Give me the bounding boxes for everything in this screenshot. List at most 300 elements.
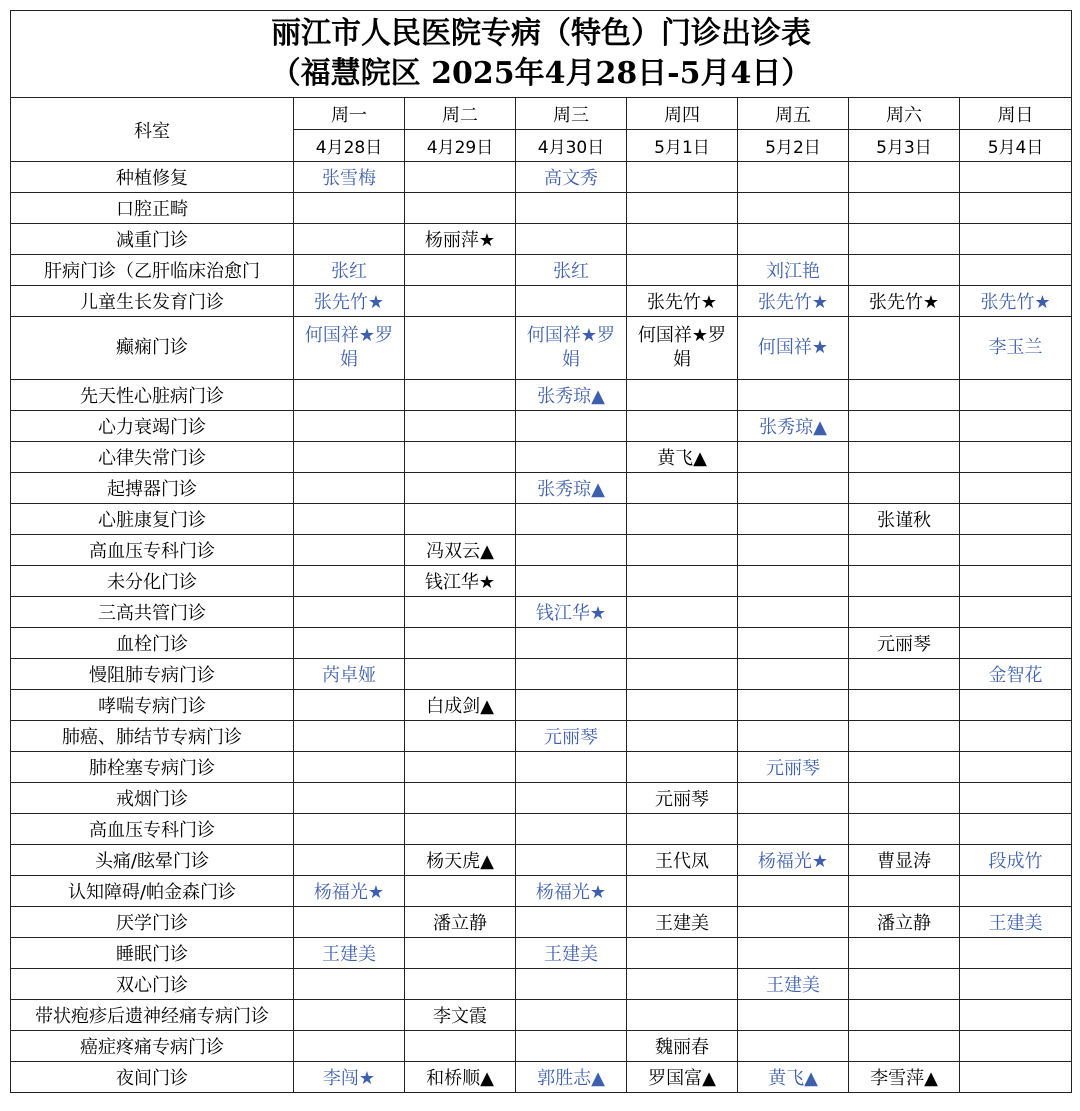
schedule-cell (516, 845, 627, 876)
schedule-cell (294, 411, 405, 442)
table-row (11, 597, 1072, 628)
doctor-name: 杨福光★ (313, 882, 385, 903)
schedule-table (10, 10, 1072, 1093)
dept-name: 心脏康复门诊 (11, 504, 294, 535)
schedule-cell (516, 659, 627, 690)
schedule-cell (294, 969, 405, 1000)
schedule-cell (294, 193, 405, 224)
schedule-cell (960, 1031, 1072, 1062)
dept-name: 口腔正畸 (11, 193, 294, 224)
schedule-cell (849, 659, 960, 690)
schedule-cell (294, 566, 405, 597)
doctor-name: 李玉兰 (988, 337, 1043, 358)
dept-name: 肺栓塞专病门诊 (11, 752, 294, 783)
schedule-cell (294, 504, 405, 535)
schedule-cell (405, 224, 516, 255)
doctor-name: 王代凤 (655, 851, 709, 872)
schedule-cell (738, 628, 849, 659)
schedule-cell (627, 224, 738, 255)
schedule-cell (516, 752, 627, 783)
doctor-name: 段成竹 (988, 851, 1043, 872)
schedule-cell (960, 162, 1072, 193)
schedule-cell (849, 566, 960, 597)
doctor-name: 金智花 (988, 665, 1043, 686)
table-row (11, 224, 1072, 255)
schedule-cell (405, 938, 516, 969)
schedule-cell (627, 907, 738, 938)
schedule-cell (405, 286, 516, 317)
date-header: 5月2日 (738, 130, 849, 162)
weekday-header: 周三 (516, 98, 627, 130)
table-row (11, 659, 1072, 690)
schedule-cell (405, 907, 516, 938)
schedule-cell (627, 659, 738, 690)
schedule-cell (516, 721, 627, 752)
schedule-cell (960, 690, 1072, 721)
doctor-name: 罗国富▲ (648, 1068, 716, 1089)
schedule-cell (405, 1062, 516, 1093)
table-row (11, 907, 1072, 938)
dept-name: 高血压专科门诊 (11, 535, 294, 566)
doctor-name: 杨福光★ (757, 851, 829, 872)
schedule-cell (405, 690, 516, 721)
schedule-cell (516, 566, 627, 597)
schedule-cell (849, 845, 960, 876)
schedule-cell (294, 535, 405, 566)
schedule-cell (849, 473, 960, 504)
dept-name: 带状疱疹后遗神经痛专病门诊 (11, 1000, 294, 1031)
schedule-cell (294, 907, 405, 938)
schedule-cell (960, 969, 1072, 1000)
schedule-cell (960, 193, 1072, 224)
table-row (11, 286, 1072, 317)
schedule-cell (294, 1031, 405, 1062)
schedule-cell (516, 969, 627, 1000)
date-header: 4月28日 (294, 130, 405, 162)
title-line-1: 丽江市人民医院专病（特色）门诊出诊表 (271, 16, 811, 51)
table-row (11, 938, 1072, 969)
schedule-cell (738, 380, 849, 411)
table-row (11, 162, 1072, 193)
table-row (11, 845, 1072, 876)
schedule-cell (627, 255, 738, 286)
dept-name: 睡眠门诊 (11, 938, 294, 969)
table-row (11, 255, 1072, 286)
schedule-cell (627, 721, 738, 752)
schedule-cell (627, 286, 738, 317)
schedule-cell (405, 162, 516, 193)
schedule-cell (516, 1062, 627, 1093)
schedule-cell (294, 690, 405, 721)
schedule-cell (294, 597, 405, 628)
schedule-cell (627, 162, 738, 193)
doctor-name: 何国祥★罗娟 (526, 325, 616, 370)
schedule-cell (849, 907, 960, 938)
schedule-cell (516, 876, 627, 907)
schedule-cell (960, 1062, 1072, 1093)
schedule-cell (294, 473, 405, 504)
table-row (11, 876, 1072, 907)
schedule-cell (405, 628, 516, 659)
schedule-cell (294, 752, 405, 783)
table-row (11, 628, 1072, 659)
schedule-cell (294, 162, 405, 193)
schedule-cell (516, 783, 627, 814)
weekday-header: 周一 (294, 98, 405, 130)
doctor-name: 张先竹★ (757, 292, 829, 313)
schedule-cell (738, 255, 849, 286)
schedule-cell (849, 224, 960, 255)
schedule-cell (627, 504, 738, 535)
schedule-cell (960, 721, 1072, 752)
schedule-cell (294, 317, 405, 380)
dept-name: 夜间门诊 (11, 1062, 294, 1093)
schedule-cell (516, 938, 627, 969)
schedule-cell (405, 783, 516, 814)
schedule-cell (738, 411, 849, 442)
schedule-cell (627, 597, 738, 628)
schedule-cell (405, 752, 516, 783)
doctor-name: 何国祥★罗娟 (304, 325, 394, 370)
schedule-cell (738, 814, 849, 845)
schedule-cell (960, 442, 1072, 473)
weekday-header: 周四 (627, 98, 738, 130)
schedule-cell (627, 1031, 738, 1062)
schedule-cell (849, 286, 960, 317)
schedule-cell (738, 566, 849, 597)
schedule-cell (627, 814, 738, 845)
schedule-cell (627, 1062, 738, 1093)
doctor-name: 黄飞▲ (768, 1068, 818, 1089)
doctor-name: 张先竹★ (868, 292, 940, 313)
schedule-cell (849, 504, 960, 535)
schedule-cell (960, 752, 1072, 783)
weekday-header: 周二 (405, 98, 516, 130)
schedule-cell (960, 286, 1072, 317)
doctor-name: 王建美 (655, 913, 709, 934)
table-row (11, 690, 1072, 721)
schedule-cell (738, 690, 849, 721)
dept-name: 哮喘专病门诊 (11, 690, 294, 721)
schedule-cell (516, 1031, 627, 1062)
doctor-name: 高文秀 (544, 168, 598, 189)
table-row (11, 317, 1072, 380)
doctor-name: 张先竹★ (646, 292, 718, 313)
dept-name: 癫痫门诊 (11, 317, 294, 380)
schedule-cell (516, 224, 627, 255)
schedule-cell (960, 224, 1072, 255)
schedule-cell (849, 876, 960, 907)
dept-name: 起搏器门诊 (11, 473, 294, 504)
schedule-cell (960, 845, 1072, 876)
table-row (11, 814, 1072, 845)
table-row (11, 473, 1072, 504)
schedule-cell (738, 504, 849, 535)
schedule-cell (738, 876, 849, 907)
dept-name: 血栓门诊 (11, 628, 294, 659)
doctor-name: 芮卓娅 (322, 665, 376, 686)
dept-name: 未分化门诊 (11, 566, 294, 597)
schedule-cell (738, 659, 849, 690)
table-title (11, 11, 1072, 98)
schedule-cell (849, 255, 960, 286)
dept-name: 儿童生长发育门诊 (11, 286, 294, 317)
weekday-header: 周五 (738, 98, 849, 130)
doctor-name: 元丽琴 (544, 727, 598, 748)
schedule-cell (294, 876, 405, 907)
schedule-cell (738, 938, 849, 969)
schedule-cell (516, 628, 627, 659)
schedule-cell (405, 566, 516, 597)
schedule-cell (849, 1000, 960, 1031)
doctor-name: 张红 (331, 261, 367, 282)
schedule-cell (627, 442, 738, 473)
schedule-cell (849, 380, 960, 411)
schedule-cell (960, 317, 1072, 380)
schedule-cell (294, 659, 405, 690)
doctor-name: 王建美 (988, 913, 1043, 934)
doctor-name: 张先竹★ (313, 292, 385, 313)
doctor-name: 张先竹★ (980, 292, 1051, 313)
title-line-2: （福慧院区 2025年4月28日-5月4日） (270, 56, 812, 91)
dept-name: 慢阻肺专病门诊 (11, 659, 294, 690)
schedule-cell (849, 535, 960, 566)
table-row (11, 193, 1072, 224)
schedule-cell (849, 597, 960, 628)
doctor-name: 白成剑▲ (426, 696, 494, 717)
schedule-cell (627, 193, 738, 224)
schedule-cell (738, 442, 849, 473)
schedule-cell (294, 783, 405, 814)
schedule-cell (516, 162, 627, 193)
doctor-name: 元丽琴 (655, 789, 709, 810)
table-row (11, 442, 1072, 473)
table-row (11, 721, 1072, 752)
doctor-name: 张雪梅 (322, 168, 376, 189)
schedule-cell (516, 317, 627, 380)
schedule-cell (294, 1062, 405, 1093)
schedule-cell (960, 814, 1072, 845)
schedule-cell (405, 814, 516, 845)
weekday-header: 周日 (960, 98, 1072, 130)
dept-name: 肝病门诊（乙肝临床治愈门 (11, 255, 294, 286)
schedule-cell (627, 535, 738, 566)
schedule-cell (405, 535, 516, 566)
date-header: 5月1日 (627, 130, 738, 162)
schedule-cell (738, 1062, 849, 1093)
date-header: 4月30日 (516, 130, 627, 162)
doctor-name: 钱江华★ (424, 572, 496, 593)
doctor-name: 王建美 (322, 944, 376, 965)
schedule-cell (849, 442, 960, 473)
schedule-cell (294, 224, 405, 255)
table-row (11, 969, 1072, 1000)
schedule-cell (738, 752, 849, 783)
schedule-cell (849, 193, 960, 224)
schedule-cell (960, 938, 1072, 969)
dept-name: 癌症疼痛专病门诊 (11, 1031, 294, 1062)
schedule-cell (627, 938, 738, 969)
schedule-cell (405, 193, 516, 224)
schedule-cell (516, 473, 627, 504)
schedule-cell (960, 473, 1072, 504)
doctor-name: 黄飞▲ (657, 448, 707, 469)
doctor-name: 王建美 (544, 944, 598, 965)
date-header: 4月29日 (405, 130, 516, 162)
dept-name: 心律失常门诊 (11, 442, 294, 473)
schedule-cell (738, 907, 849, 938)
doctor-name: 何国祥★ (757, 337, 829, 358)
schedule-cell (960, 1000, 1072, 1031)
schedule-cell (849, 411, 960, 442)
schedule-cell (960, 411, 1072, 442)
schedule-cell (627, 876, 738, 907)
schedule-cell (849, 317, 960, 380)
doctor-name: 元丽琴 (877, 634, 931, 655)
schedule-cell (405, 597, 516, 628)
schedule-cell (849, 752, 960, 783)
schedule-cell (960, 876, 1072, 907)
schedule-cell (627, 317, 738, 380)
schedule-cell (627, 783, 738, 814)
schedule-cell (849, 1062, 960, 1093)
weekday-header: 周六 (849, 98, 960, 130)
doctor-name: 潘立静 (877, 913, 931, 934)
table-row (11, 752, 1072, 783)
schedule-cell (405, 442, 516, 473)
schedule-cell (294, 442, 405, 473)
schedule-cell (849, 721, 960, 752)
dept-name: 戒烟门诊 (11, 783, 294, 814)
schedule-cell (738, 193, 849, 224)
doctor-name: 冯双云▲ (426, 541, 494, 562)
schedule-cell (738, 162, 849, 193)
doctor-name: 张谨秋 (877, 510, 931, 531)
table-row (11, 1000, 1072, 1031)
schedule-cell (405, 317, 516, 380)
schedule-cell (516, 193, 627, 224)
dept-name: 厌学门诊 (11, 907, 294, 938)
schedule-cell (849, 938, 960, 969)
schedule-cell (294, 938, 405, 969)
schedule-cell (516, 255, 627, 286)
schedule-cell (627, 845, 738, 876)
doctor-name: 王建美 (766, 975, 820, 996)
doctor-name: 元丽琴 (766, 758, 820, 779)
schedule-cell (738, 783, 849, 814)
doctor-name: 张秀琼▲ (537, 386, 605, 407)
schedule-cell (738, 1031, 849, 1062)
schedule-cell (960, 597, 1072, 628)
doctor-name: 和桥顺▲ (426, 1068, 494, 1089)
doctor-name: 张红 (553, 261, 589, 282)
schedule-cell (738, 721, 849, 752)
table-row (11, 1062, 1072, 1093)
date-header: 5月4日 (960, 130, 1072, 162)
schedule-cell (294, 721, 405, 752)
schedule-cell (738, 286, 849, 317)
schedule-cell (294, 255, 405, 286)
schedule-cell (849, 690, 960, 721)
schedule-cell (405, 1000, 516, 1031)
schedule-cell (960, 380, 1072, 411)
schedule-cell (516, 380, 627, 411)
schedule-cell (960, 255, 1072, 286)
schedule-cell (405, 659, 516, 690)
schedule-cell (627, 411, 738, 442)
dept-name: 三高共管门诊 (11, 597, 294, 628)
schedule-cell (627, 1000, 738, 1031)
doctor-name: 杨天虎▲ (426, 851, 494, 872)
schedule-cell (738, 969, 849, 1000)
schedule-cell (405, 473, 516, 504)
dept-name: 肺癌、肺结节专病门诊 (11, 721, 294, 752)
schedule-cell (294, 628, 405, 659)
schedule-cell (738, 845, 849, 876)
schedule-cell (405, 969, 516, 1000)
schedule-cell (294, 380, 405, 411)
doctor-name: 杨福光★ (535, 882, 607, 903)
schedule-cell (516, 535, 627, 566)
schedule-cell (738, 597, 849, 628)
dept-name: 头痛/眩晕门诊 (11, 845, 294, 876)
schedule-cell (516, 286, 627, 317)
doctor-name: 刘江艳 (766, 261, 820, 282)
table-row (11, 783, 1072, 814)
dept-name: 认知障碍/帕金森门诊 (11, 876, 294, 907)
table-row (11, 535, 1072, 566)
schedule-cell (516, 814, 627, 845)
schedule-cell (627, 473, 738, 504)
table-row (11, 1031, 1072, 1062)
schedule-cell (294, 814, 405, 845)
table-row (11, 411, 1072, 442)
schedule-cell (849, 783, 960, 814)
schedule-cell (849, 1031, 960, 1062)
schedule-cell (516, 597, 627, 628)
schedule-cell (405, 255, 516, 286)
schedule-cell (960, 783, 1072, 814)
dept-name: 种植修复 (11, 162, 294, 193)
schedule-cell (738, 224, 849, 255)
schedule-cell (849, 814, 960, 845)
schedule-cell (960, 535, 1072, 566)
schedule-cell (960, 504, 1072, 535)
schedule-cell (294, 1000, 405, 1031)
schedule-cell (849, 969, 960, 1000)
schedule-cell (516, 690, 627, 721)
schedule-cell (516, 1000, 627, 1031)
table-row (11, 380, 1072, 411)
schedule-cell (627, 690, 738, 721)
schedule-cell (627, 752, 738, 783)
schedule-cell (516, 442, 627, 473)
doctor-name: 杨丽萍★ (424, 230, 496, 251)
schedule-cell (627, 380, 738, 411)
dept-name: 双心门诊 (11, 969, 294, 1000)
schedule-cell (405, 876, 516, 907)
table-row (11, 566, 1072, 597)
schedule-cell (627, 566, 738, 597)
schedule-cell (738, 535, 849, 566)
schedule-cell (405, 721, 516, 752)
doctor-name: 李雪萍▲ (870, 1068, 938, 1089)
schedule-cell (960, 566, 1072, 597)
schedule-cell (960, 659, 1072, 690)
dept-name: 先天性心脏病门诊 (11, 380, 294, 411)
schedule-cell (960, 628, 1072, 659)
doctor-name: 钱江华★ (535, 603, 607, 624)
